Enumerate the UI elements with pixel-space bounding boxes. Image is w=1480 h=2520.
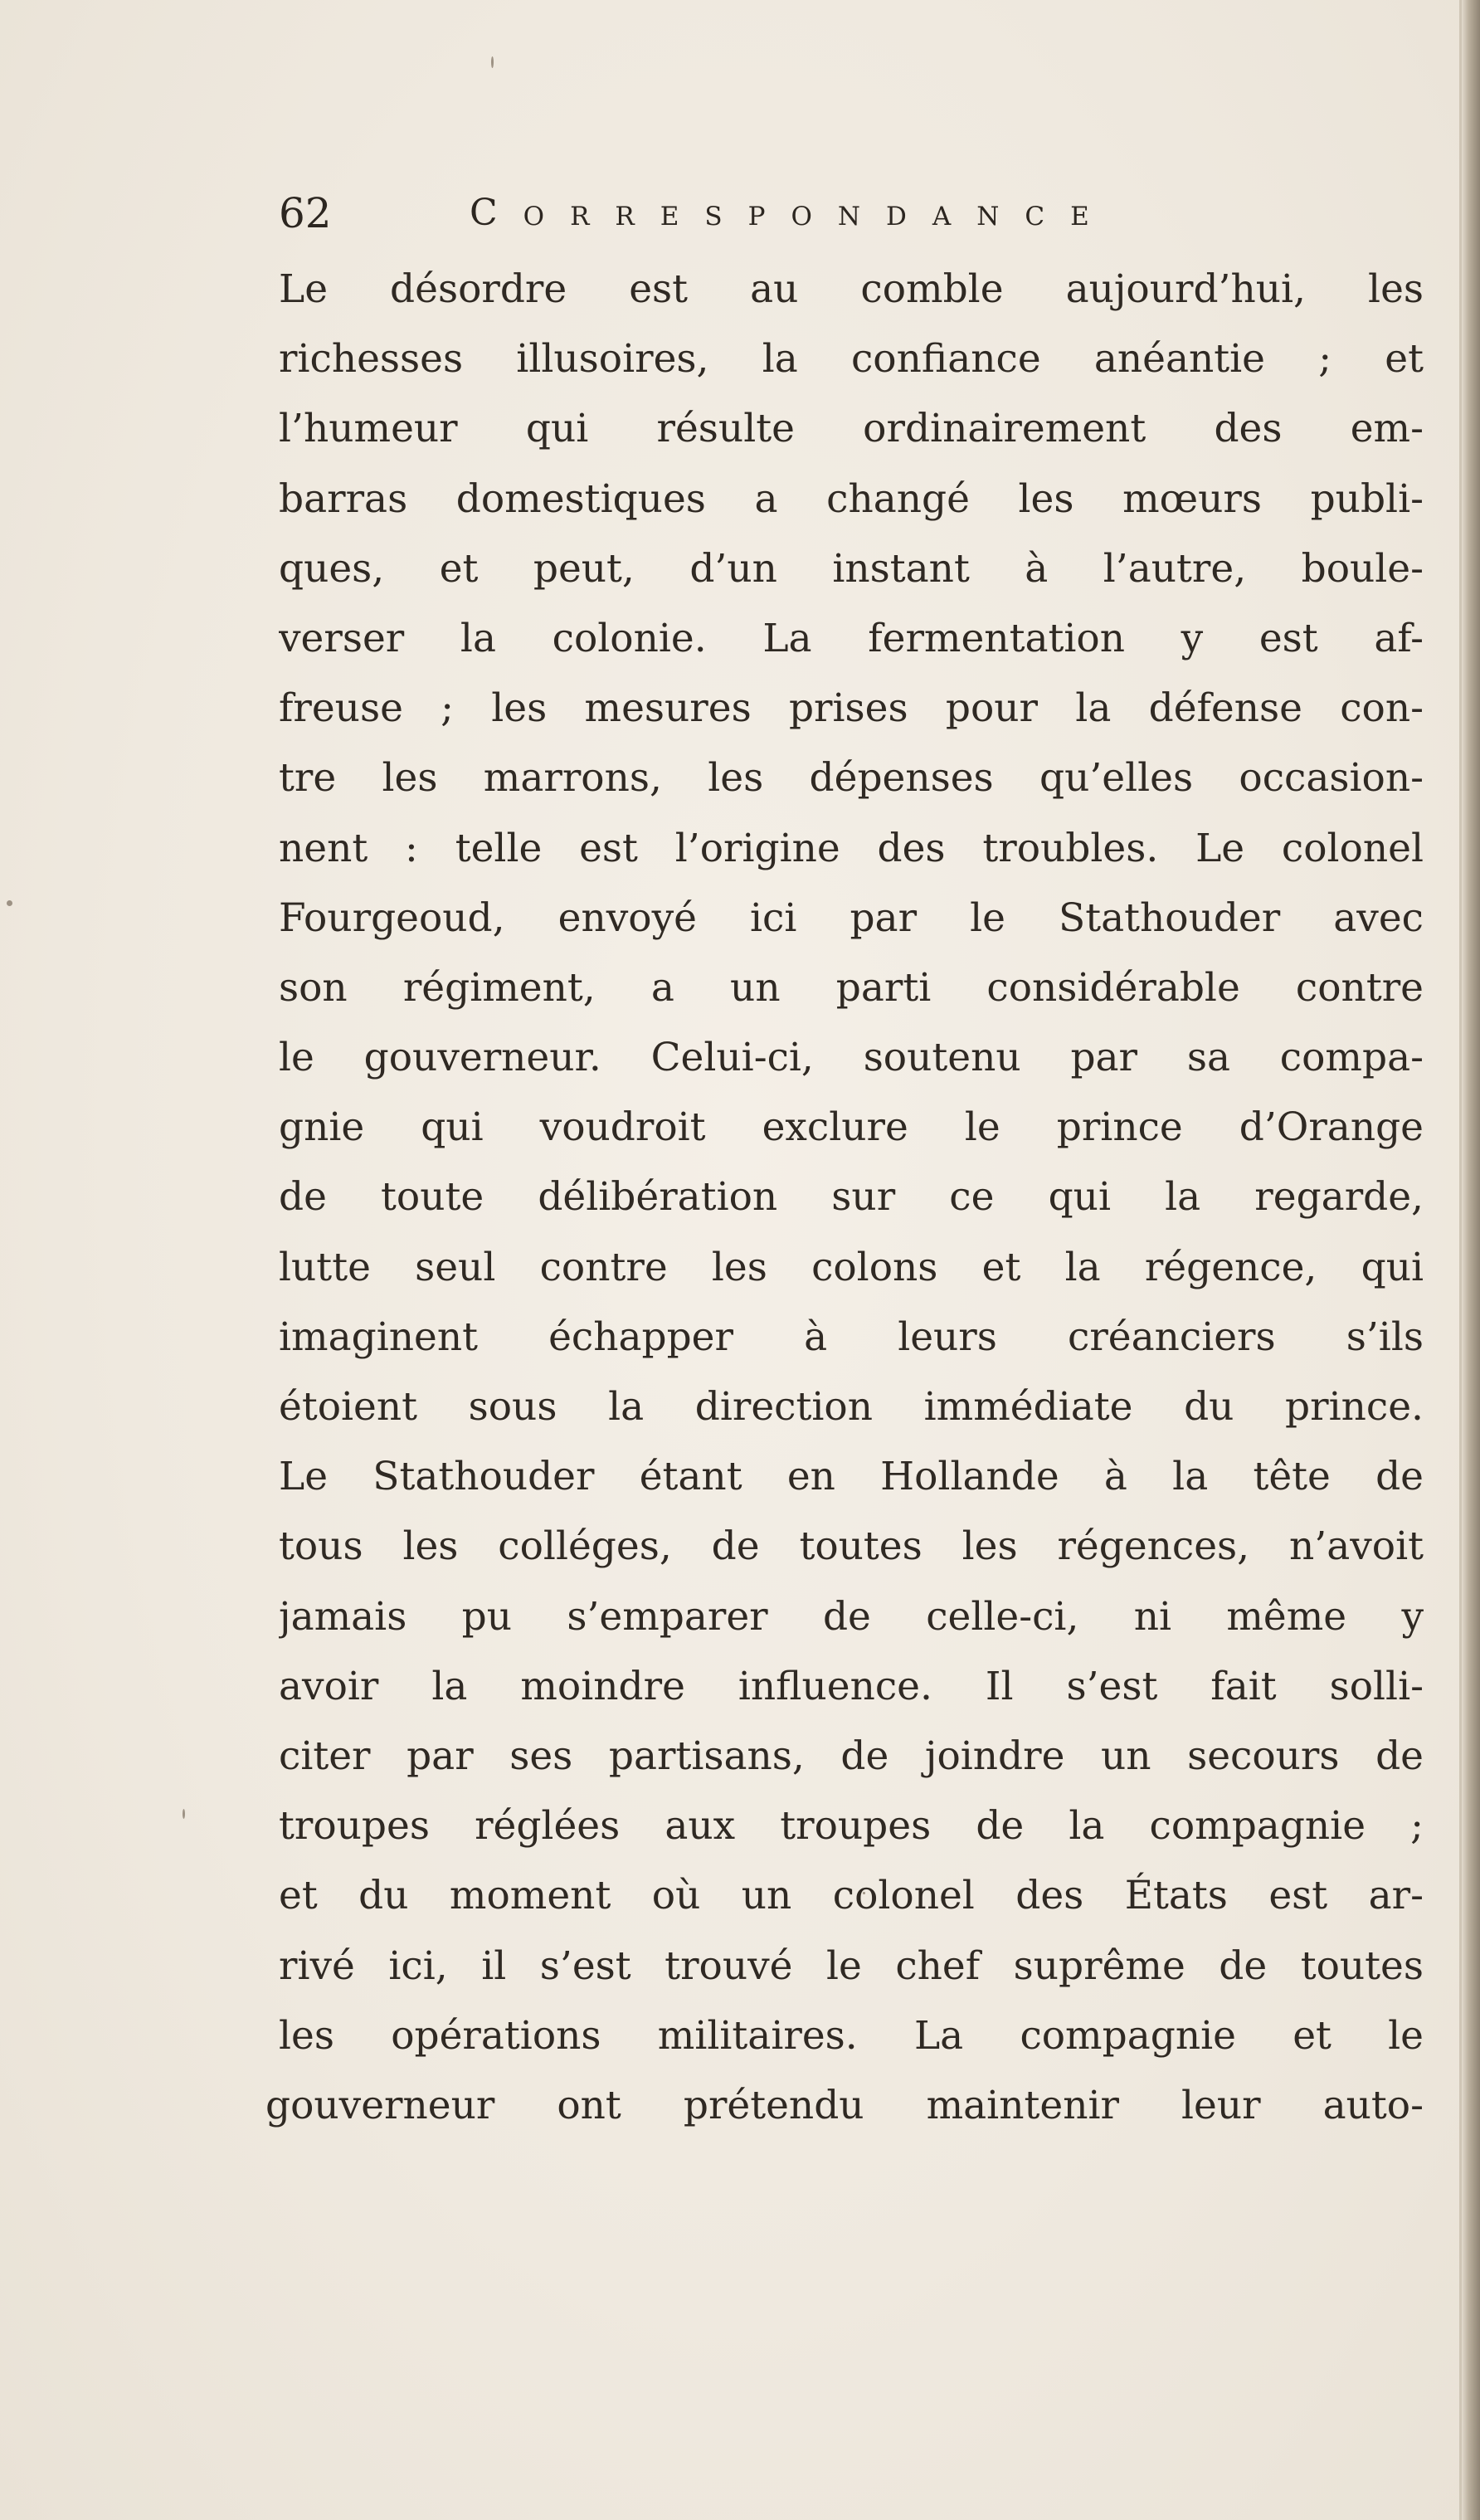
text-line: et du moment où un colonel des États est ar- (279, 1873, 1424, 1919)
paper-speck (7, 900, 12, 906)
text-line: citer par ses partisans, de joindre un secours de (279, 1733, 1424, 1779)
text-line: tous les colléges, de toutes les régences, n’avoit (279, 1523, 1424, 1570)
text-line: jamais pu s’emparer de celle-ci, ni même y (279, 1593, 1424, 1640)
text-line: de toute délibération sur ce qui la regarde, (279, 1174, 1424, 1221)
text-line: avoir la moindre influence. Il s’est fait solli- (279, 1663, 1424, 1709)
text-line: étoient sous la direction immédiate du prince. (279, 1384, 1424, 1430)
text-line: troupes réglées aux troupes de la compagnie ; (279, 1803, 1424, 1850)
text-line: barras domestiques a changé les mœurs publi- (279, 475, 1424, 522)
paper-speck (183, 1809, 185, 1819)
text-line: Le Stathouder étant en Hollande à la tête de (279, 1454, 1424, 1500)
page-number: 62 (279, 189, 332, 237)
text-line: Le désordre est au comble aujourd’hui, les (279, 266, 1424, 312)
text-line: son régiment, a un parti considérable contre (279, 964, 1424, 1011)
text-line: l’humeur qui résulte ordinairement des em- (279, 406, 1424, 452)
text-line: lutte seul contre les colons et la régence, qui (279, 1244, 1424, 1290)
text-line: gnie qui voudroit exclure le prince d’Orange (279, 1104, 1424, 1151)
text-line: rivé ici, il s’est trouvé le chef suprême de toutes (279, 1942, 1424, 1989)
page-header (279, 184, 1424, 242)
text-line: nent : telle est l’origine des troubles. Le colonel (279, 825, 1424, 871)
text-line: les opérations militaires. La compagnie et le (279, 2012, 1424, 2059)
running-head: Correspondance (470, 192, 1115, 234)
text-line: tre les marrons, les dépenses qu’elles occasion- (279, 755, 1424, 802)
text-line: Fourgeoud, envoyé ici par le Stathouder avec (279, 894, 1424, 941)
text-line: gouverneur ont prétendu maintenir leur auto- (265, 2082, 1424, 2128)
text-line: imaginent échapper à leurs créanciers s’ils (279, 1314, 1424, 1360)
text-line: richesses illusoires, la confiance anéantie ; et (279, 336, 1424, 383)
paper-speck (491, 56, 494, 68)
text-line: verser la colonie. La fermentation y est af- (279, 615, 1424, 661)
text-line: ques, et peut, d’un instant à l’autre, boule- (279, 545, 1424, 592)
text-line: le gouverneur. Celui-ci, soutenu par sa compa- (279, 1035, 1424, 1081)
body-text (265, 255, 1424, 2141)
text-line: freuse ; les mesures prises pour la défense con- (279, 685, 1424, 732)
